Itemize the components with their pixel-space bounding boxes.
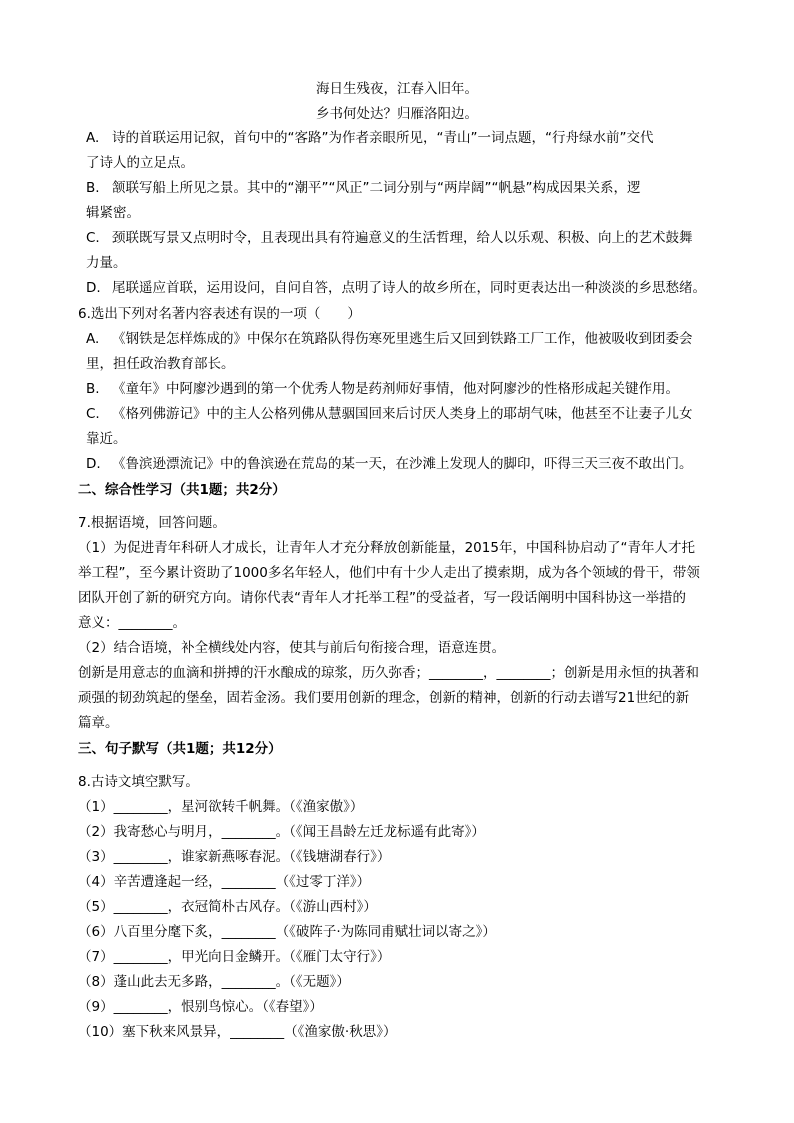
q7-passage-line-3: 篇章。 [78,715,119,731]
q5-option-c-line-1 [86,230,693,246]
q5-option-d-line-1 [86,280,706,296]
q7-passage-line-1: 创新是用意志的血滴和拼搏的汗水酿成的琼浆，历久弥香；________，________；创新是用永恒的执著和 [78,665,699,681]
q6-option-a-line-1 [86,331,693,347]
option-text: 《鲁滨逊漂流记》中的鲁滨逊在荒岛的某一天，在沙滩上发现人的脚印，吓得三天三夜不敢出门。 [112,456,693,472]
q8-item-8: （8）蓬山此去无多路，________。（《无题》） [78,974,350,990]
section-3-title: 三、句子默写（共1题；共12分） [78,741,282,757]
poem-line-1: 海日生残夜，江春入旧年。 [316,81,478,97]
q6-option-c-line-2: 靠近。 [86,431,127,447]
q8-item-3: （3）________，谁家新燕啄春泥。（《钱塘湖春行》） [78,849,391,865]
option-letter: D. [86,280,101,296]
q5-option-a-line-2: 了诗人的立足点。 [86,155,194,171]
q6-option-d-line-1 [86,456,693,472]
q8-item-9: （9）________，恨别鸟惊心。（《春望》） [78,999,323,1015]
q7-part1-line-4: 意义：________。 [78,615,186,631]
q7-part1-line-1: （1）为促进青年科研人才成长，让青年人才充分释放创新能量，2015年，中国科协启动了“青年人才托 [78,540,695,556]
option-letter: C. [86,230,100,246]
q8-item-6: （6）八百里分麾下炙，________（《破阵子·为陈同甫赋壮词以寄之》） [78,924,496,940]
option-text: 《童年》中阿廖沙遇到的第一个优秀人物是药剂师好事情，他对阿廖沙的性格形成起关键作用。 [112,381,679,397]
q5-option-b-line-2: 辑紧密。 [86,205,140,221]
option-letter: A. [86,130,100,146]
q7-part1-line-3: 团队开创了新的研究方向。请你代表“青年人才托举工程”的受益者，写一段话阐明中国科协这一举措的 [78,590,686,606]
option-text: 颔联写船上所见之景。其中的“潮平”“风正”二词分别与“两岸阔”“帆悬”构成因果关系，逻 [112,180,641,196]
option-letter: A. [86,331,100,347]
q5-option-c-line-2: 力量。 [86,255,127,271]
q5-option-b-line-1 [86,180,640,196]
option-text: 颈联既写景又点明时令，且表现出具有符遍意义的生活哲理，给人以乐观、积极、向上的艺术鼓舞 [112,230,693,246]
option-letter: B. [86,381,100,397]
q7-stem: 7.根据语境，回答问题。 [78,515,226,531]
q6-stem: 6.选出下列对名著内容表述有误的一项（ ） [78,306,361,322]
q8-stem: 8.古诗文填空默写。 [78,774,199,790]
option-letter: C. [86,406,100,422]
q8-item-7: （7）________，甲光向日金鳞开。（《雁门太守行》） [78,949,391,965]
q8-item-2: （2）我寄愁心与明月，________。（《闻王昌龄左迁龙标遥有此寄》） [78,824,485,840]
option-text: 《钢铁是怎样炼成的》中保尔在筑路队得伤寒死里逃生后又回到铁路工厂工作，他被吸收到团委会 [112,331,693,347]
q8-item-10: （10）塞下秋来风景异，________（《渔家傲·秋思》） [78,1024,397,1040]
q6-option-a-line-2: 里，担任政治教育部长。 [86,356,235,372]
q7-part2: （2）结合语境，补全横线处内容，使其与前后句衔接合理，语意连贯。 [78,640,506,656]
q6-option-c-line-1 [86,406,693,422]
option-letter: B. [86,180,100,196]
option-text: 尾联遥应首联，运用设问，自问自答，点明了诗人的故乡所在，同时更表达出一种淡淡的乡思愁绪。 [112,280,706,296]
q8-item-5: （5）________，衣冠简朴古风存。（《游山西村》） [78,899,377,915]
option-text: 诗的首联运用记叙，首句中的“客路”为作者亲眼所见，“青山”一词点题，“行舟绿水前”交代 [112,130,654,146]
q5-option-a-line-1 [86,130,653,146]
q7-part1-line-2: 举工程”，至今累计资助了1000多名年轻人，他们中有十少人走出了摸索期，成为各个领域的骨干，带领 [78,565,700,581]
option-letter: D. [86,456,101,472]
option-text: 《格列佛游记》中的主人公格列佛从慧骃国回来后讨厌人类身上的耶胡气味，他甚至不让妻子儿女 [112,406,693,422]
q7-passage-line-2: 顽强的韧劲筑起的堡垒，固若金汤。我们要用创新的理念，创新的精神，创新的行动去谱写21世纪的新 [78,690,690,706]
q8-item-4: （4）辛苦遭逢起一经，________（《过零丁洋》） [78,874,371,890]
section-2-title: 二、综合性学习（共1题；共2分） [78,482,286,498]
q6-option-b-line-1 [86,381,679,397]
q8-item-1: （1）________，星河欲转千帆舞。（《渔家傲》） [78,799,364,815]
poem-line-2: 乡书何处达？归雁洛阳边。 [316,106,478,122]
